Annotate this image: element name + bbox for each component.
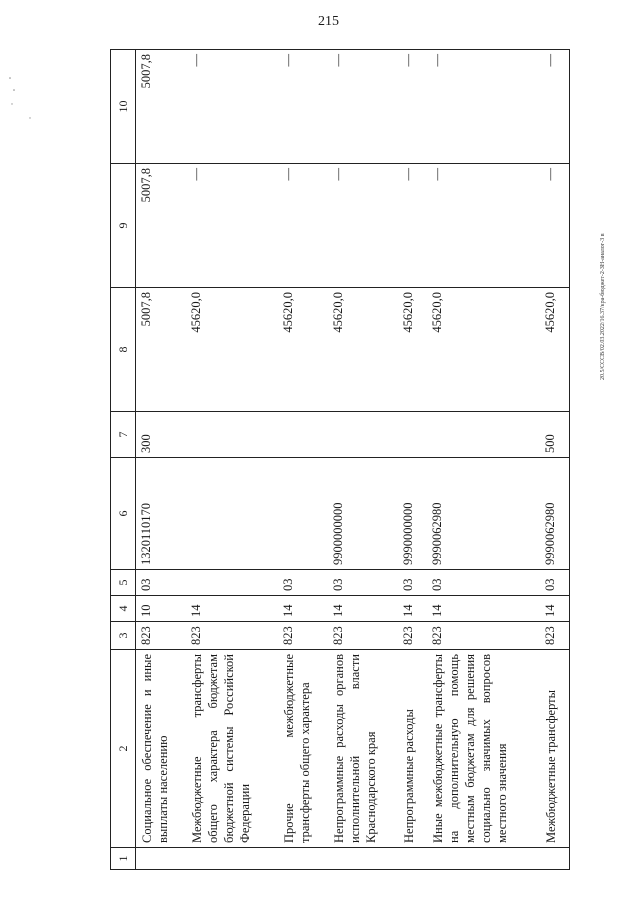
amount-cell: 45620,0	[328, 288, 399, 412]
code-cell: 823	[186, 622, 278, 650]
header-cell: 8	[111, 288, 136, 412]
table-row	[186, 50, 278, 870]
code-cell: 14	[398, 596, 427, 622]
row-number-cell	[186, 848, 278, 870]
code-cell: 03	[540, 570, 570, 596]
amount-cell: 5007,8	[136, 50, 186, 164]
amount-cell: 45620,0	[427, 288, 540, 412]
code-cell: 9990062980	[540, 458, 570, 570]
amount-cell: 5007,8	[136, 164, 186, 288]
code-cell	[398, 412, 427, 458]
code-cell	[186, 458, 278, 570]
amount-cell: —	[278, 50, 328, 164]
side-note: 20.5/СССВ/02.03.2022/16.37/кра-бюджет-2-ЗН-аналог-3 в	[600, 233, 606, 380]
item-name: Прочие межбюджетные трансферты общего характера	[278, 650, 328, 848]
amount-cell: —	[328, 164, 399, 288]
code-cell: 03	[136, 570, 186, 596]
code-cell	[186, 570, 278, 596]
amount-cell: —	[427, 50, 540, 164]
table-row	[136, 50, 186, 870]
code-cell: 03	[328, 570, 399, 596]
budget-table	[110, 49, 570, 870]
amount-cell: 5007,8	[136, 288, 186, 412]
item-name: Межбюджетные трансферты общего характера бюджетам бюджетной системы Российской Федерации	[186, 650, 278, 848]
header-cell: 7	[111, 412, 136, 458]
item-name: Иные межбюджетные трансферты на дополнительную помощь местным бюджетам для решения социально значимых вопросов местного значения	[427, 650, 540, 848]
item-name: Непрограммные расходы	[398, 650, 427, 848]
code-cell: 823	[328, 622, 399, 650]
amount-cell: —	[427, 164, 540, 288]
code-cell: 823	[427, 622, 540, 650]
code-cell	[186, 412, 278, 458]
header-row	[111, 50, 136, 870]
table-row	[540, 50, 570, 870]
amount-cell: 45620,0	[186, 288, 278, 412]
code-cell: 10	[136, 596, 186, 622]
code-cell: 14	[278, 596, 328, 622]
code-cell: 14	[427, 596, 540, 622]
code-cell: 9990062980	[427, 458, 540, 570]
amount-cell: 45620,0	[540, 288, 570, 412]
code-cell: 03	[398, 570, 427, 596]
row-number-cell	[136, 848, 186, 870]
header-cell: 10	[111, 50, 136, 164]
amount-cell: —	[328, 50, 399, 164]
code-cell: 1320110170	[136, 458, 186, 570]
scan-specks	[0, 0, 40, 140]
code-cell: 14	[540, 596, 570, 622]
table-row	[328, 50, 399, 870]
header-cell: 2	[111, 650, 136, 848]
table-row	[278, 50, 328, 870]
amount-cell: —	[398, 50, 427, 164]
amount-cell: 45620,0	[278, 288, 328, 412]
code-cell: 03	[278, 570, 328, 596]
amount-cell: —	[186, 164, 278, 288]
amount-cell: —	[540, 50, 570, 164]
table-row	[427, 50, 540, 870]
row-number-cell	[328, 848, 399, 870]
header-cell: 9	[111, 164, 136, 288]
code-cell	[427, 412, 540, 458]
row-number-cell	[427, 848, 540, 870]
row-number-cell	[540, 848, 570, 870]
page-number: 215	[318, 14, 339, 29]
table-row	[398, 50, 427, 870]
code-cell: 9900000000	[328, 458, 399, 570]
code-cell: 9990000000	[398, 458, 427, 570]
header-cell: 5	[111, 570, 136, 596]
row-number-cell	[278, 848, 328, 870]
amount-cell: —	[186, 50, 278, 164]
code-cell: 14	[328, 596, 399, 622]
amount-cell: —	[398, 164, 427, 288]
row-number-cell	[398, 848, 427, 870]
item-name: Социальное обеспечение и иные выплаты населению	[136, 650, 186, 848]
amount-cell: —	[540, 164, 570, 288]
code-cell	[328, 412, 399, 458]
header-cell: 4	[111, 596, 136, 622]
code-cell: 03	[427, 570, 540, 596]
item-name: Непрограммные расходы органов исполнительной власти Краснодарского края	[328, 650, 399, 848]
amount-cell: 45620,0	[398, 288, 427, 412]
amount-cell: —	[278, 164, 328, 288]
header-cell: 1	[111, 848, 136, 870]
code-cell: 823	[136, 622, 186, 650]
code-cell: 300	[136, 412, 186, 458]
code-cell: 500	[540, 412, 570, 458]
code-cell	[278, 412, 328, 458]
code-cell: 823	[278, 622, 328, 650]
code-cell	[278, 458, 328, 570]
code-cell: 14	[186, 596, 278, 622]
code-cell: 823	[398, 622, 427, 650]
header-cell: 3	[111, 622, 136, 650]
rotated-table	[110, 50, 570, 870]
item-name: Межбюджетные трансферты	[540, 650, 570, 848]
code-cell: 823	[540, 622, 570, 650]
header-cell: 6	[111, 458, 136, 570]
